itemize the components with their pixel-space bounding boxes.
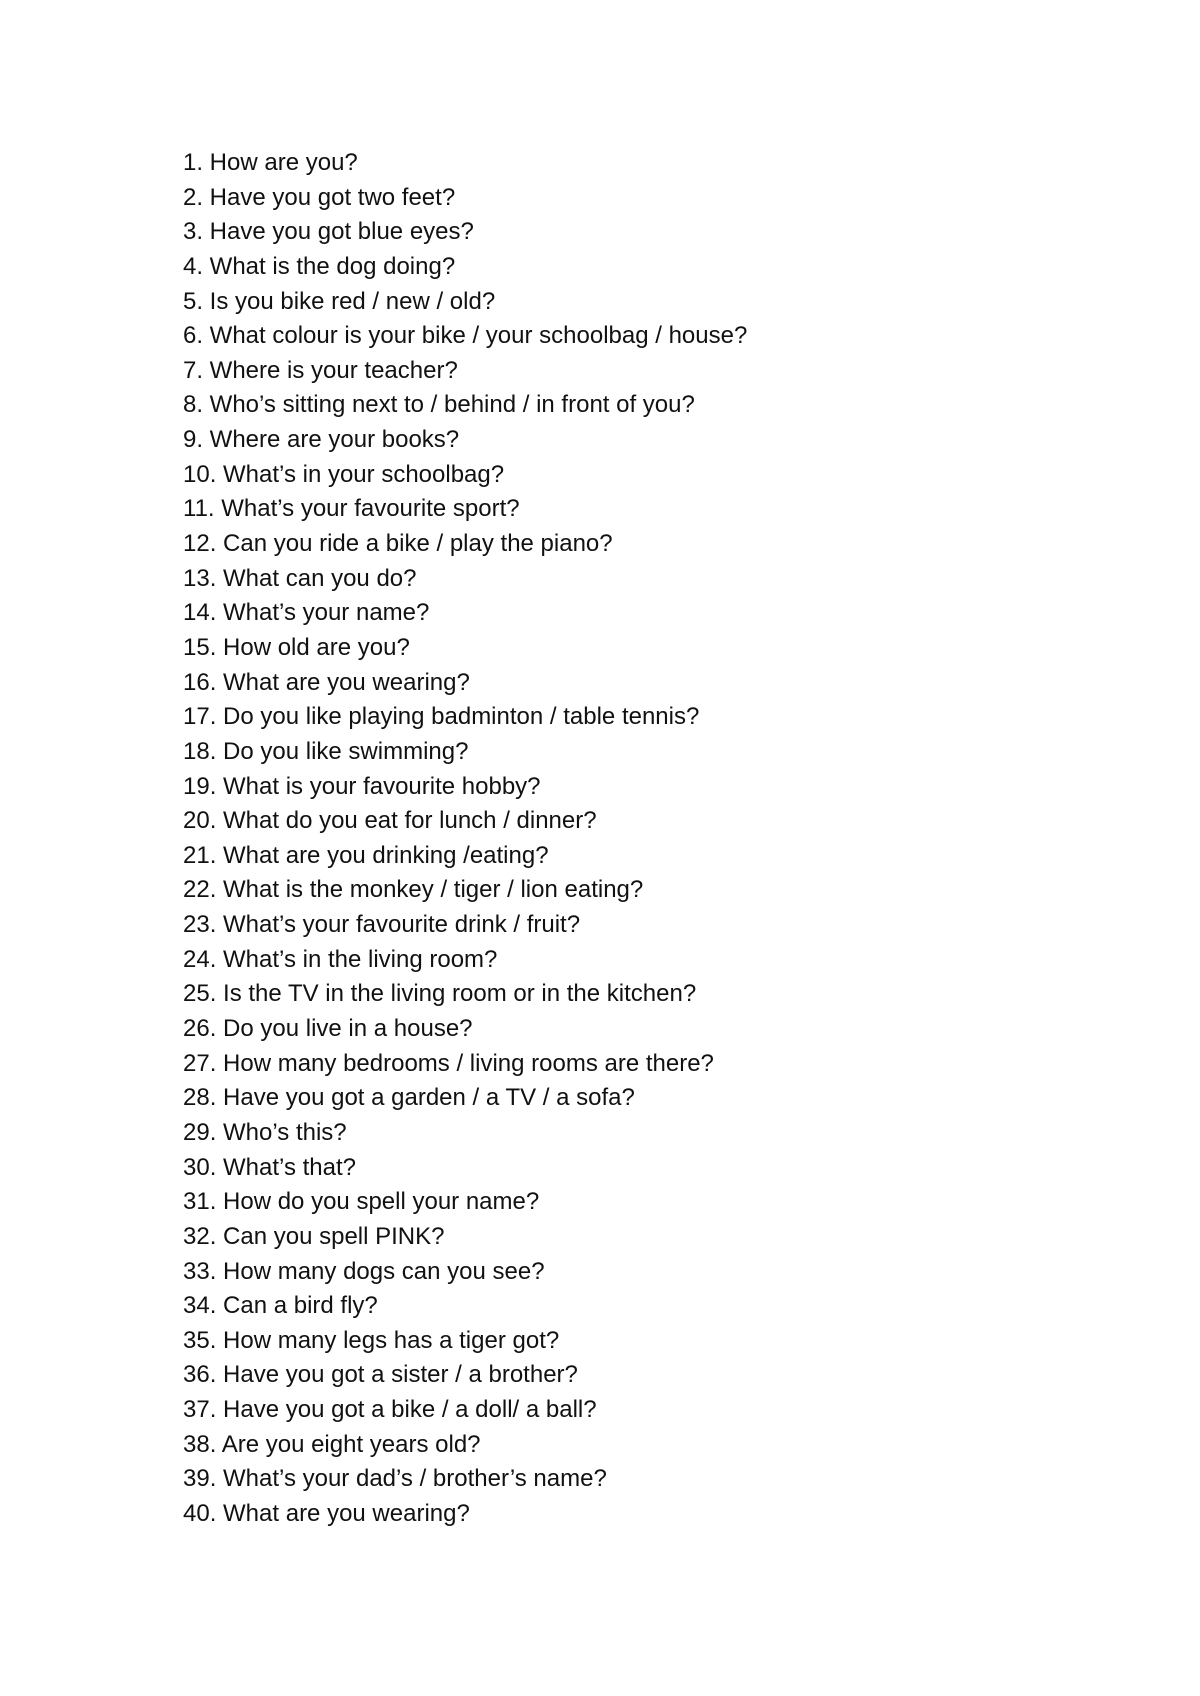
question-item: 19. What is your favourite hobby? [183, 772, 541, 800]
question-item: 5. Is you bike red / new / old? [183, 287, 496, 315]
question-item: 31. How do you spell your name? [183, 1188, 540, 1216]
question-item: 37. Have you got a bike / a doll/ a ball? [183, 1396, 597, 1424]
question-list [183, 146, 747, 1532]
question-item: 9. Where are your books? [183, 426, 460, 454]
question-item: 33. How many dogs can you see? [183, 1257, 545, 1285]
question-item: 6. What colour is your bike / your schoolbag / house? [183, 322, 748, 350]
question-item: 38. Are you eight years old? [183, 1430, 481, 1458]
question-item: 22. What is the monkey / tiger / lion eating? [183, 876, 644, 904]
question-item: 39. What’s your dad’s / brother’s name? [183, 1465, 607, 1493]
question-item: 28. Have you got a garden / a TV / a sofa? [183, 1084, 635, 1112]
question-item: 4. What is the dog doing? [183, 252, 456, 280]
question-item: 26. Do you live in a house? [183, 1015, 473, 1043]
question-item: 29. Who’s this? [183, 1118, 347, 1146]
question-item: 3. Have you got blue eyes? [183, 218, 474, 246]
question-item: 23. What’s your favourite drink / fruit? [183, 911, 581, 939]
question-item: 8. Who’s sitting next to / behind / in front of you? [183, 391, 695, 419]
question-item: 17. Do you like playing badminton / table tennis? [183, 703, 700, 731]
question-item: 27. How many bedrooms / living rooms are there? [183, 1049, 714, 1077]
question-item: 16. What are you wearing? [183, 668, 470, 696]
question-item: 35. How many legs has a tiger got? [183, 1326, 560, 1354]
question-item: 40. What are you wearing? [183, 1499, 470, 1527]
question-item: 12. Can you ride a bike / play the piano? [183, 530, 613, 558]
question-item: 21. What are you drinking /eating? [183, 841, 549, 869]
question-item: 11. What’s your favourite sport? [183, 495, 520, 523]
question-item: 30. What’s that? [183, 1153, 356, 1181]
question-item: 36. Have you got a sister / a brother? [183, 1361, 578, 1389]
question-item: 10. What’s in your schoolbag? [183, 460, 505, 488]
question-item: 32. Can you spell PINK? [183, 1222, 445, 1250]
question-item: 13. What can you do? [183, 564, 417, 592]
question-item: 14. What’s your name? [183, 599, 430, 627]
question-item: 24. What’s in the living room? [183, 945, 498, 973]
question-item: 25. Is the TV in the living room or in the kitchen? [183, 980, 697, 1008]
question-item: 2. Have you got two feet? [183, 183, 456, 211]
question-item: 1. How are you? [183, 149, 358, 176]
question-item: 15. How old are you? [183, 633, 410, 661]
question-item: 20. What do you eat for lunch / dinner? [183, 807, 597, 835]
question-item: 34. Can a bird fly? [183, 1292, 378, 1320]
question-item: 18. Do you like swimming? [183, 737, 469, 765]
question-item: 7. Where is your teacher? [183, 356, 458, 384]
